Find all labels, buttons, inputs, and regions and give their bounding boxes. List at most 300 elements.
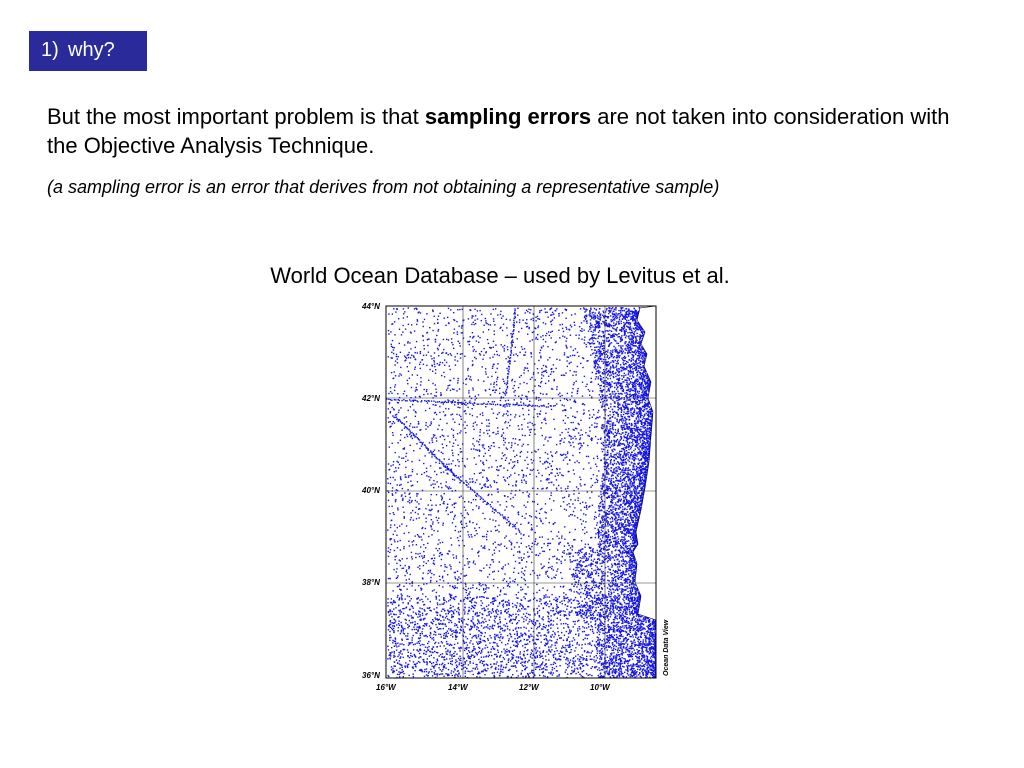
station-point (544, 596, 545, 597)
station-point (429, 408, 430, 409)
station-point (642, 477, 643, 478)
station-point (434, 352, 435, 353)
station-point (479, 439, 480, 440)
station-point (446, 567, 447, 568)
station-point (617, 665, 618, 666)
station-point (443, 580, 444, 581)
station-point (551, 337, 552, 338)
station-point (592, 485, 593, 486)
station-point (515, 667, 516, 668)
station-point (562, 552, 563, 553)
station-point (616, 654, 617, 655)
station-point (419, 364, 420, 365)
station-point (394, 550, 395, 551)
station-point (415, 396, 416, 397)
station-point (399, 373, 400, 374)
station-point (523, 613, 524, 614)
station-point (484, 448, 485, 449)
station-point (537, 316, 538, 317)
station-point (401, 672, 402, 673)
station-point (511, 505, 512, 506)
station-point (611, 566, 612, 567)
station-point (504, 345, 505, 346)
station-point (610, 396, 611, 397)
station-point (580, 437, 581, 438)
station-point (459, 632, 460, 633)
station-point (535, 532, 536, 533)
station-point (633, 605, 634, 606)
station-point (578, 493, 579, 494)
station-point (485, 406, 486, 407)
station-point (627, 311, 628, 312)
station-point (506, 522, 507, 523)
station-point (394, 321, 395, 322)
station-point (479, 444, 480, 445)
station-point (486, 419, 487, 420)
station-point (419, 616, 420, 617)
station-point (485, 483, 486, 484)
station-point (636, 403, 637, 404)
station-point (465, 510, 466, 511)
station-point (595, 334, 596, 335)
station-point (561, 578, 562, 579)
station-point (558, 315, 559, 316)
station-point (552, 538, 553, 539)
station-point (581, 331, 582, 332)
station-point (483, 484, 484, 485)
station-point (435, 405, 436, 406)
station-point (415, 347, 416, 348)
station-point (588, 571, 589, 572)
station-point (541, 547, 542, 548)
station-point (539, 655, 540, 656)
station-point (447, 674, 448, 675)
station-point (471, 536, 472, 537)
station-point (616, 421, 617, 422)
station-point (627, 639, 628, 640)
station-point (495, 372, 496, 373)
station-point (634, 388, 635, 389)
station-point (453, 435, 454, 436)
station-point (485, 591, 486, 592)
station-point (514, 390, 515, 391)
station-point (490, 485, 491, 486)
station-point (503, 324, 504, 325)
station-point (584, 342, 585, 343)
station-point (482, 412, 483, 413)
station-point (532, 623, 533, 624)
station-point (588, 506, 589, 507)
station-point (420, 312, 421, 313)
station-point (602, 321, 603, 322)
station-point (473, 611, 474, 612)
station-point (403, 308, 404, 309)
station-point (423, 551, 424, 552)
station-point (547, 575, 548, 576)
station-point (629, 489, 630, 490)
station-point (400, 484, 401, 485)
station-point (492, 390, 493, 391)
station-point (474, 324, 475, 325)
station-point (508, 356, 509, 357)
station-point (600, 317, 601, 318)
station-point (441, 353, 442, 354)
station-point (507, 335, 508, 336)
station-point (584, 308, 585, 309)
station-point (584, 533, 585, 534)
station-point (405, 662, 406, 663)
station-point (613, 319, 614, 320)
station-point (521, 577, 522, 578)
station-point (559, 468, 560, 469)
station-point (455, 662, 456, 663)
station-point (615, 590, 616, 591)
station-point (572, 640, 573, 641)
station-point (576, 586, 577, 587)
station-point (390, 653, 391, 654)
station-point (454, 588, 455, 589)
station-point (515, 614, 516, 615)
station-point (459, 614, 460, 615)
station-point (416, 387, 417, 388)
station-point (551, 644, 552, 645)
station-point (617, 597, 618, 598)
station-point (591, 556, 592, 557)
station-point (617, 336, 618, 337)
station-point (526, 319, 527, 320)
station-point (435, 642, 436, 643)
station-point (559, 472, 560, 473)
station-point (524, 570, 525, 571)
station-point (392, 590, 393, 591)
station-point (427, 647, 428, 648)
station-point (540, 393, 541, 394)
station-point (575, 313, 576, 314)
station-point (407, 665, 408, 666)
station-point (419, 430, 420, 431)
station-point (470, 640, 471, 641)
station-point (419, 565, 420, 566)
station-point (430, 577, 431, 578)
station-point (565, 423, 566, 424)
station-point (636, 469, 637, 470)
station-point (540, 563, 541, 564)
station-point (602, 451, 603, 452)
station-point (551, 314, 552, 315)
station-point (457, 445, 458, 446)
station-point (547, 590, 548, 591)
station-point (452, 636, 453, 637)
station-point (545, 423, 546, 424)
station-point (502, 379, 503, 380)
station-point (562, 475, 563, 476)
station-point (464, 575, 465, 576)
station-point (527, 326, 528, 327)
station-point (409, 545, 410, 546)
station-point (411, 324, 412, 325)
station-point (439, 313, 440, 314)
station-point (603, 624, 604, 625)
station-point (504, 573, 505, 574)
station-point (395, 501, 396, 502)
station-point (500, 314, 501, 315)
station-point (486, 597, 487, 598)
station-point (430, 669, 431, 670)
station-point (631, 499, 632, 500)
station-point (617, 327, 618, 328)
station-point (561, 623, 562, 624)
station-point (406, 558, 407, 559)
station-point (417, 616, 418, 617)
station-point (577, 500, 578, 501)
station-point (452, 418, 453, 419)
station-point (461, 663, 462, 664)
station-point (516, 404, 517, 405)
station-point (550, 495, 551, 496)
station-point (518, 592, 519, 593)
station-point (611, 634, 612, 635)
station-point (537, 368, 538, 369)
station-point (616, 554, 617, 555)
station-point (398, 586, 399, 587)
station-point (440, 467, 441, 468)
station-point (538, 449, 539, 450)
station-point (467, 644, 468, 645)
station-point (589, 497, 590, 498)
station-point (506, 655, 507, 656)
station-point (632, 433, 633, 434)
station-point (521, 445, 522, 446)
station-point (455, 526, 456, 527)
station-point (633, 373, 634, 374)
station-point (597, 338, 598, 339)
station-point (505, 400, 506, 401)
station-point (401, 595, 402, 596)
station-point (589, 427, 590, 428)
station-point (565, 318, 566, 319)
station-point (505, 438, 506, 439)
station-point (438, 510, 439, 511)
station-point (424, 676, 425, 677)
station-point (625, 631, 626, 632)
station-point (519, 416, 520, 417)
station-point (392, 347, 393, 348)
station-point (481, 314, 482, 315)
station-point (409, 578, 410, 579)
station-point (567, 667, 568, 668)
station-point (421, 589, 422, 590)
station-point (476, 629, 477, 630)
station-point (505, 594, 506, 595)
station-point (426, 468, 427, 469)
station-point (464, 517, 465, 518)
station-point (392, 432, 393, 433)
station-point (517, 462, 518, 463)
station-point (493, 543, 494, 544)
station-point (546, 479, 547, 480)
station-point (390, 465, 391, 466)
station-point (416, 507, 417, 508)
station-point (535, 338, 536, 339)
station-point (452, 446, 453, 447)
station-point (629, 380, 630, 381)
station-point (607, 349, 608, 350)
station-point (492, 601, 493, 602)
station-point (598, 358, 599, 359)
station-point (602, 524, 603, 525)
station-point (441, 499, 442, 500)
station-point (503, 603, 504, 604)
station-point (553, 313, 554, 314)
station-point (537, 575, 538, 576)
station-point (540, 357, 541, 358)
station-point (515, 438, 516, 439)
station-point (440, 495, 441, 496)
station-point (441, 394, 442, 395)
station-point (522, 676, 523, 677)
station-point (520, 401, 521, 402)
station-point (444, 376, 445, 377)
station-point (635, 625, 636, 626)
station-point (480, 429, 481, 430)
station-point (583, 358, 584, 359)
station-point (456, 477, 457, 478)
station-point (575, 348, 576, 349)
station-point (412, 544, 413, 545)
station-point (437, 429, 438, 430)
station-point (482, 536, 483, 537)
station-point (603, 507, 604, 508)
station-point (499, 355, 500, 356)
station-point (575, 573, 576, 574)
station-point (562, 410, 563, 411)
station-point (598, 332, 599, 333)
station-point (416, 426, 417, 427)
station-point (610, 463, 611, 464)
station-point (571, 314, 572, 315)
station-point (597, 480, 598, 481)
station-point (548, 482, 549, 483)
station-point (474, 399, 475, 400)
station-point (626, 350, 627, 351)
station-point (403, 393, 404, 394)
station-point (479, 353, 480, 354)
station-point (545, 468, 546, 469)
station-point (479, 643, 480, 644)
station-point (568, 471, 569, 472)
station-point (472, 443, 473, 444)
station-point (468, 501, 469, 502)
station-point (424, 625, 425, 626)
station-point (481, 570, 482, 571)
station-point (389, 513, 390, 514)
station-point (393, 353, 394, 354)
station-point (553, 419, 554, 420)
station-point (560, 454, 561, 455)
station-point (495, 460, 496, 461)
station-point (564, 635, 565, 636)
station-point (516, 594, 517, 595)
station-point (560, 651, 561, 652)
station-point (582, 382, 583, 383)
station-point (451, 338, 452, 339)
station-point (527, 368, 528, 369)
station-point (493, 386, 494, 387)
station-point (590, 316, 591, 317)
station-point (460, 573, 461, 574)
station-point (531, 546, 532, 547)
station-point (531, 356, 532, 357)
station-point (538, 472, 539, 473)
station-point (527, 586, 528, 587)
station-point (620, 638, 621, 639)
station-point (528, 523, 529, 524)
station-point (387, 529, 388, 530)
station-point (629, 654, 630, 655)
station-point (549, 474, 550, 475)
station-point (529, 493, 530, 494)
station-point (466, 590, 467, 591)
station-point (603, 522, 604, 523)
station-point (396, 461, 397, 462)
station-point (601, 443, 602, 444)
station-point (446, 352, 447, 353)
station-point (406, 395, 407, 396)
station-point (585, 544, 586, 545)
station-point (412, 469, 413, 470)
station-point (619, 374, 620, 375)
station-point (525, 658, 526, 659)
station-point (410, 622, 411, 623)
station-point (573, 493, 574, 494)
station-point (408, 475, 409, 476)
station-point (527, 467, 528, 468)
station-point (629, 351, 630, 352)
station-point (485, 373, 486, 374)
station-point (562, 651, 563, 652)
station-point (458, 465, 459, 466)
station-point (514, 381, 515, 382)
station-point (571, 395, 572, 396)
station-point (426, 355, 427, 356)
station-point (481, 660, 482, 661)
station-point (554, 428, 555, 429)
station-point (522, 516, 523, 517)
station-point (498, 637, 499, 638)
station-point (453, 332, 454, 333)
station-point (459, 343, 460, 344)
station-point (612, 314, 613, 315)
station-point (403, 548, 404, 549)
station-point (402, 498, 403, 499)
station-point (420, 353, 421, 354)
station-point (595, 436, 596, 437)
station-point (616, 463, 617, 464)
station-point (622, 457, 623, 458)
station-point (539, 675, 540, 676)
station-point (592, 438, 593, 439)
station-point (567, 453, 568, 454)
station-point (497, 501, 498, 502)
station-point (606, 558, 607, 559)
station-point (546, 333, 547, 334)
station-point (591, 478, 592, 479)
station-point (497, 363, 498, 364)
station-point (499, 544, 500, 545)
station-point (481, 351, 482, 352)
station-point (423, 355, 424, 356)
station-point (540, 386, 541, 387)
